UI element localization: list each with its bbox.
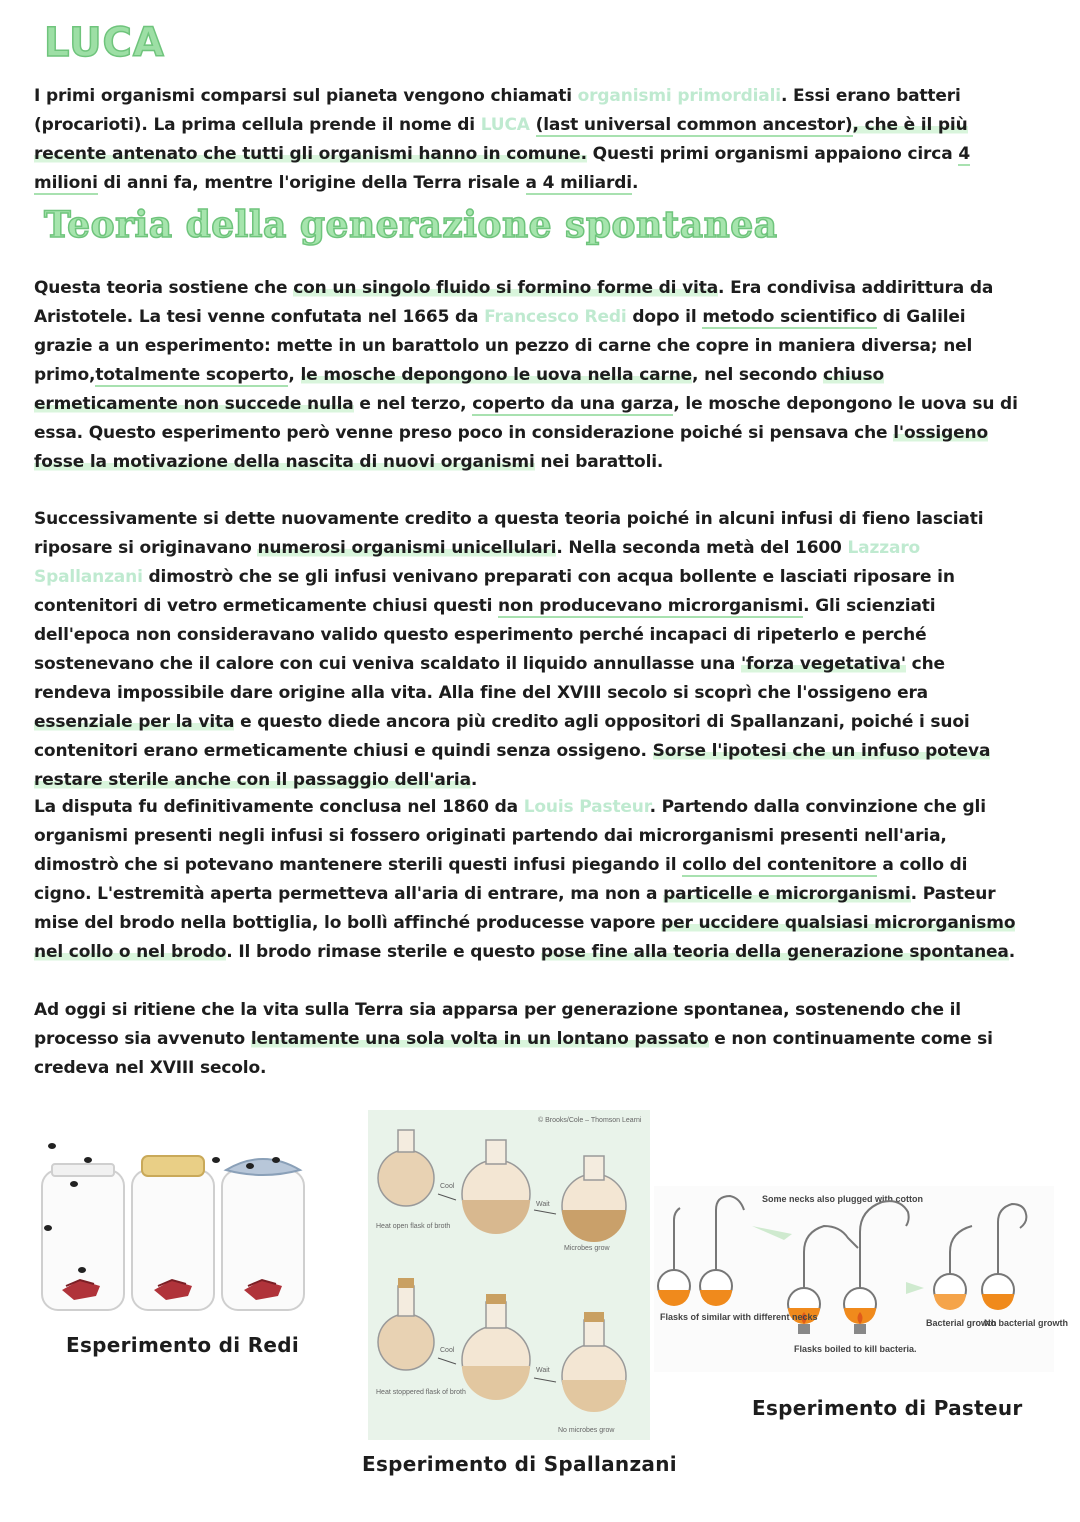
gauze-jar (222, 1159, 304, 1310)
text-run: e nel terzo, (353, 394, 473, 414)
text-run: numerosi organismi unicellulari (257, 538, 557, 558)
text-run: per uccidere qualsiasi microrganismo nel collo o nel brodo (34, 913, 1016, 962)
text-run: Lazzaro Spallanzani (34, 538, 921, 587)
text-run: , nel secondo (692, 365, 823, 385)
redi-jars-illustration (28, 1130, 318, 1320)
text-run: . Il brodo rimase sterile e questo (226, 942, 541, 962)
spallanzani-flasks-illustration (368, 1110, 650, 1440)
text-run: . (631, 173, 639, 193)
text-run: a 4 miliardi (525, 173, 632, 193)
label-heat-open: Heat open flask of broth (376, 1223, 451, 1230)
text-run: , che è il più recente antenato che tutti gli organismi hanno in comune. (34, 115, 968, 164)
label-cool-1: Cool (440, 1183, 455, 1190)
text-run: e non continuamente come si credeva nel XVIII secolo. (34, 1029, 993, 1078)
text-run: I primi organismi comparsi sul pianeta vengono chiamati (34, 86, 578, 106)
label-wait-2: Wait (536, 1367, 550, 1374)
text-run: . Essi erano batteri (procarioti). La prima cellula prende il nome di (34, 86, 961, 135)
text-run: Ad oggi si ritiene che la vita sulla Terra sia apparsa per generazione spontanea, sostenendo che il processo sia avvenuto (34, 1000, 961, 1049)
text-run: che rendeva impossibile dare origine alla vita. Alla fine del XVIII secolo si scoprì che l'ossigeno era (34, 654, 945, 703)
text-run: le mosche depongono le uova nella carne (300, 365, 693, 385)
text-run: , le mosche depongono le uova su di essa. Questo esperimento però venne preso poco in considerazione poiché si pensava che (34, 394, 1018, 443)
label-necks: Some necks also plugged with cotton (762, 1194, 924, 1204)
text-run: . Gli scienziati dell'epoca non consideravano valido questo esperimento perché incapaci di ripeterlo e perché sostenevano che il calore con cui veniva scaldato il liquido annullasse una (34, 596, 936, 674)
text-run: essenziale per la vita (34, 712, 235, 732)
text-run: . Partendo dalla convinzione che gli organismi presenti negli infusi si fossero originati partendo dai microrganismi presenti nell'aria, dimostrò che si potevano mantenere sterili questi infusi piegando il (34, 797, 986, 875)
text-run: . Nella seconda metà del 1600 (556, 538, 848, 558)
paragraph-luca (34, 82, 1024, 198)
text-run: l'ossigeno fosse la motivazione della nascita di nuovi organismi (34, 423, 988, 472)
text-run: 'forza vegetativa' (741, 654, 906, 674)
label-no-bacterial-growth: No bacterial growth (984, 1318, 1069, 1328)
text-run: totalmente scoperto (95, 365, 289, 385)
paragraph-pasteur (34, 793, 1024, 967)
label-heat-stoppered: Heat stoppered flask of broth (376, 1389, 466, 1396)
text-run (530, 115, 536, 135)
text-run: . Era condivisa addirittura da Aristotele. La tesi venne confutata nel 1665 da (34, 278, 994, 327)
text-run: con un singolo fluido si formino forme di vita (293, 278, 719, 298)
text-run: chiuso ermeticamente non succede nulla (34, 365, 884, 414)
label-flasks-similar: Flasks of similar with different necks (660, 1312, 818, 1322)
text-run: dimostrò che se gli infusi venivano preparati con acqua bollente e lasciati riposare in contenitori di vetro ermeticamente chiusi questi (34, 567, 955, 616)
text-run: coperto da una garza (472, 394, 674, 414)
label-wait-1: Wait (536, 1201, 550, 1208)
text-run: Louis Pasteur (523, 797, 650, 817)
text-run: lentamente una sola volta in un lontano passato (250, 1029, 709, 1049)
text-run: a collo di cigno. L'estremità aperta permetteva all'aria di entrare, ma non a (34, 855, 968, 904)
paragraph-conclusion (34, 996, 1024, 1083)
text-run: Successivamente si dette nuovamente credito a questa teoria poiché in alcuni infusi di fieno lasciati riposare si originavano (34, 509, 984, 558)
figure-credit: © Brooks/Cole – Thomson Learni (538, 1117, 642, 1124)
text-run: collo del contenitore (682, 855, 877, 875)
paragraph-spallanzani (34, 505, 1024, 795)
text-run: Questi primi organismi appaiono circa (586, 144, 959, 164)
text-run: Francesco Redi (484, 307, 627, 327)
text-run: e questo diede ancora più credito agli oppositori di Spallanzani, poiché i suoi contenitori erano ermeticamente chiusi e quindi senza ossigeno. (34, 712, 970, 761)
label-microbes-grow: Microbes grow (564, 1245, 610, 1252)
caption-pasteur: Esperimento di Pasteur (752, 1396, 1023, 1420)
text-run: dopo il (626, 307, 703, 327)
text-run: , (288, 365, 301, 385)
text-run: metodo scientifico (702, 307, 878, 327)
text-run: (last universal common ancestor) (535, 115, 853, 135)
title-spontaneous-generation: Teoria della generazione spontanea (44, 204, 778, 246)
text-run: . (470, 770, 478, 790)
text-run: La disputa fu definitivamente conclusa nel 1860 da (34, 797, 524, 817)
text-run: non producevano microrganismi (498, 596, 804, 616)
text-run: particelle e microrganismi (663, 884, 911, 904)
text-run: nei barattoli. (534, 452, 664, 472)
text-run: di anni fa, mentre l'origine della Terra risale (97, 173, 526, 193)
text-run: . (1008, 942, 1016, 962)
sealed-jar (132, 1156, 214, 1310)
text-run: LUCA (480, 115, 530, 135)
text-run: . Pasteur mise del brodo nella bottiglia, lo bollì affinché producesse vapore (34, 884, 996, 933)
text-run: 4 milioni (34, 144, 970, 193)
text-run: organismi primordiali (577, 86, 781, 106)
label-no-microbes: No microbes grow (558, 1427, 615, 1434)
caption-redi: Esperimento di Redi (66, 1333, 300, 1357)
label-cool-2: Cool (440, 1347, 455, 1354)
caption-spallanzani: Esperimento di Spallanzani (362, 1452, 677, 1476)
text-run: Questa teoria sostiene che (34, 278, 294, 298)
pasteur-flasks-illustration (654, 1186, 1069, 1372)
paragraph-redi (34, 274, 1024, 477)
open-jar (42, 1164, 124, 1310)
text-run: di Galilei grazie a un esperimento: mette in un barattolo un pezzo di carne che copre in maniera diversa; nel primo, (34, 307, 973, 385)
label-flasks-boiled: Flasks boiled to kill bacteria. (794, 1344, 917, 1354)
text-run: Sorse l'ipotesi che un infuso poteva restare sterile anche con il passaggio dell'aria (34, 741, 991, 790)
text-run: pose fine alla teoria della generazione spontanea (540, 942, 1009, 962)
title-luca: LUCA (44, 20, 165, 66)
label-bacterial-growth: Bacterial growth (926, 1318, 997, 1328)
